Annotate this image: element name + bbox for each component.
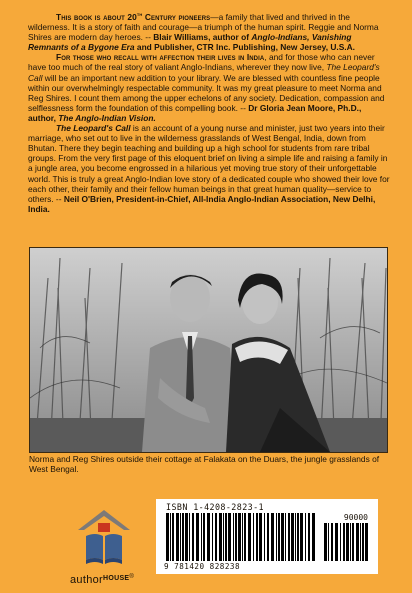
couple-photo-illustration: [30, 248, 387, 452]
ean-number: 9 781420 828238: [164, 562, 241, 571]
publisher-name: author$^{HOUSE®}$: [70, 574, 135, 586]
price-code: 90000: [343, 513, 368, 522]
blurb-2: For those who recall with affection their lives in India, and for those who can never have too much of the real story of valiant Anglo-Indians, wherever they now live, The Leopard's Call will be an important new addition to your library. We are blessed with countless fine people within our overwhelmingly respectable community. It was my great pleasure to meet Norma and Reg Shires. I count them among the upper echelons of any society. Dedication, compassion and selflessness form the foundation of this compelling book. -- Dr Gloria Jean Moore, Ph.D., author, The Anglo-Indian Vision.: [28, 52, 385, 123]
blurb-1: This book is about 20th Century pioneers—a family that lived and thrived in the wilderness. It is a story of faith and courage—a triumph of the human spirit. Reggie and Norma Shires are modern day heroes. -- Blair Williams, author of Anglo-Indians, Vanishing Remnants of a Bygone Era and Publisher, CTR Inc. Publishing, New Jersey, U.S.A.: [28, 12, 379, 53]
back-cover-blurbs: [28, 12, 390, 214]
blurb-3: The Leopard's Call is an account of a young nurse and minister, just two years into their marriage, who set out to live in the wilderness grasslands of West Bengal, India, down from Bhutan. There they begin teaching and building up a high school for students from rare tribal groups. From the very first page of this eloquent brief on living a simple life and raising a family in a jungle area, you become engrossed in a hilarious yet moving true story of their unforgettable world. This is truly a great Anglo-Indian love story of a dedicated couple who showed their love for each other, their family and their fellow human beings in that great human quality—service to others. -- Neil O'Brien, President-in-Chief, All-India Anglo-Indian Association, New Delhi, India.: [28, 123, 390, 214]
isbn-barcode: [156, 499, 378, 574]
authorhouse-logo: [72, 508, 136, 570]
photo-caption: Norma and Reg Shires outside their cottage at Falakata on the Duars, the jungle grasslands of West Bengal.: [29, 454, 380, 475]
addon-barcode-bars: [324, 523, 368, 563]
house-book-icon: [72, 508, 136, 570]
ean-barcode-bars: [166, 513, 316, 563]
isbn-number: ISBN 1-4208-2823-1: [166, 502, 264, 512]
couple-photo: [29, 247, 388, 453]
